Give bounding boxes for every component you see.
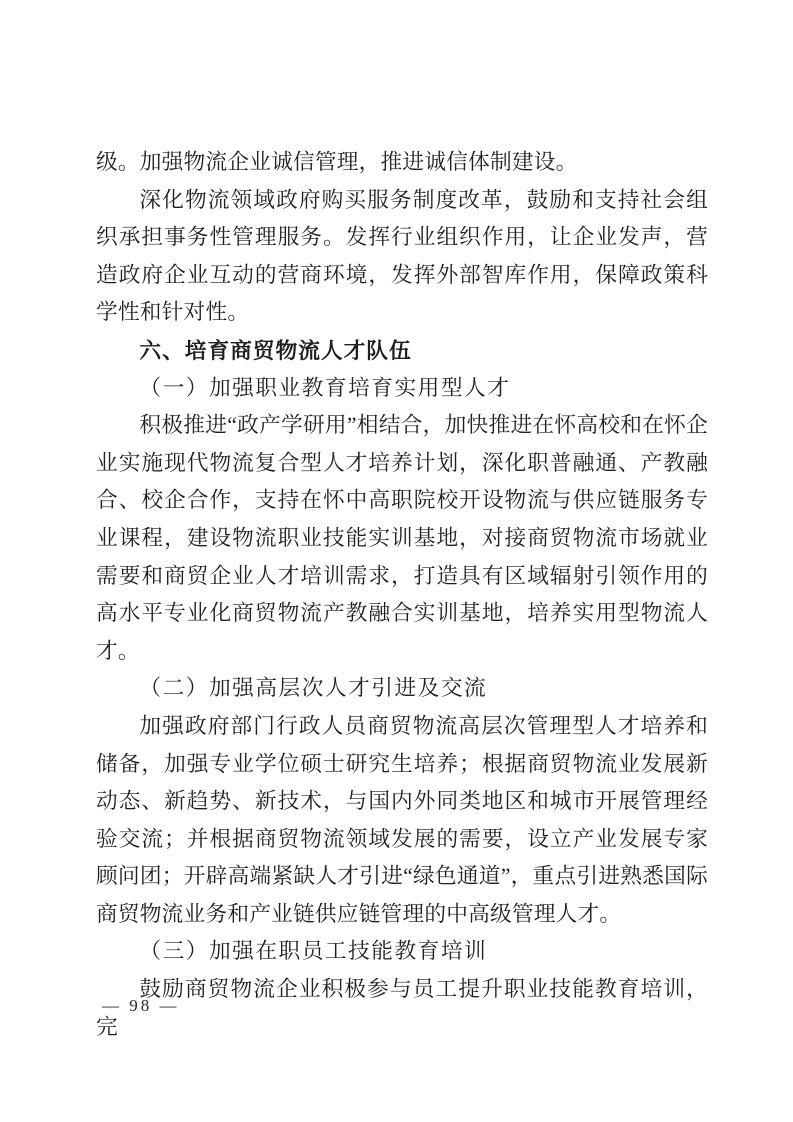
- paragraph: 加强政府部门行政人员商贸物流高层次管理型人才培养和储备，加强专业学位硕士研究生培养；根据商贸物流业发展新动态、新趋势、新技术，与国内外同类地区和城市开展管理经验交流；并根据商贸物流领域发展的需要，设立产业发展专家顾问团；开辟高端紧缺人才引进“绿色通道”，重点引进熟悉国际商贸物流业务和产业链供应链管理的中高级管理人才。: [96, 713, 708, 926]
- paragraph: 鼓励商贸物流企业积极参与员工提升职业技能教育培训，完: [96, 977, 708, 1039]
- paragraph-continuation: 级。加强物流企业诚信管理，推进诚信体制建设。: [96, 150, 578, 174]
- section-heading: 六、培育商贸物流人才队伍: [139, 337, 412, 363]
- paragraph: 积极推进“政产学研用”相结合，加快推进在怀高校和在怀企业实施现代物流复合型人才培养计划，深化职普融通、产教融合、校企合作，支持在怀中高职院校开设物流与供应链服务专业课程，建设物流职业技能实训基地，对接商贸物流市场就业需要和商贸企业人才培训需求，打造具有区域辐射引领作用的高水平专业化商贸物流产教融合实训基地，培养实用型物流人才。: [96, 413, 708, 663]
- document-text-area: [96, 144, 708, 1046]
- paragraph: 深化物流领域政府购买服务制度改革，鼓励和支持社会组织承担事务性管理服务。发挥行业组织作用，让企业发声，营造政府企业互动的营商环境，发挥外部智库作用，保障政策科学性和针对性。: [96, 187, 708, 325]
- subsection-heading-3: （三）加强在职员工技能教育培训: [139, 939, 488, 964]
- subsection-heading-1: （一）加强职业教育培育实用型人才: [139, 375, 511, 400]
- page-number: — 98 —: [102, 996, 180, 1015]
- subsection-heading-2: （二）加强高层次人才引进及交流: [139, 676, 488, 701]
